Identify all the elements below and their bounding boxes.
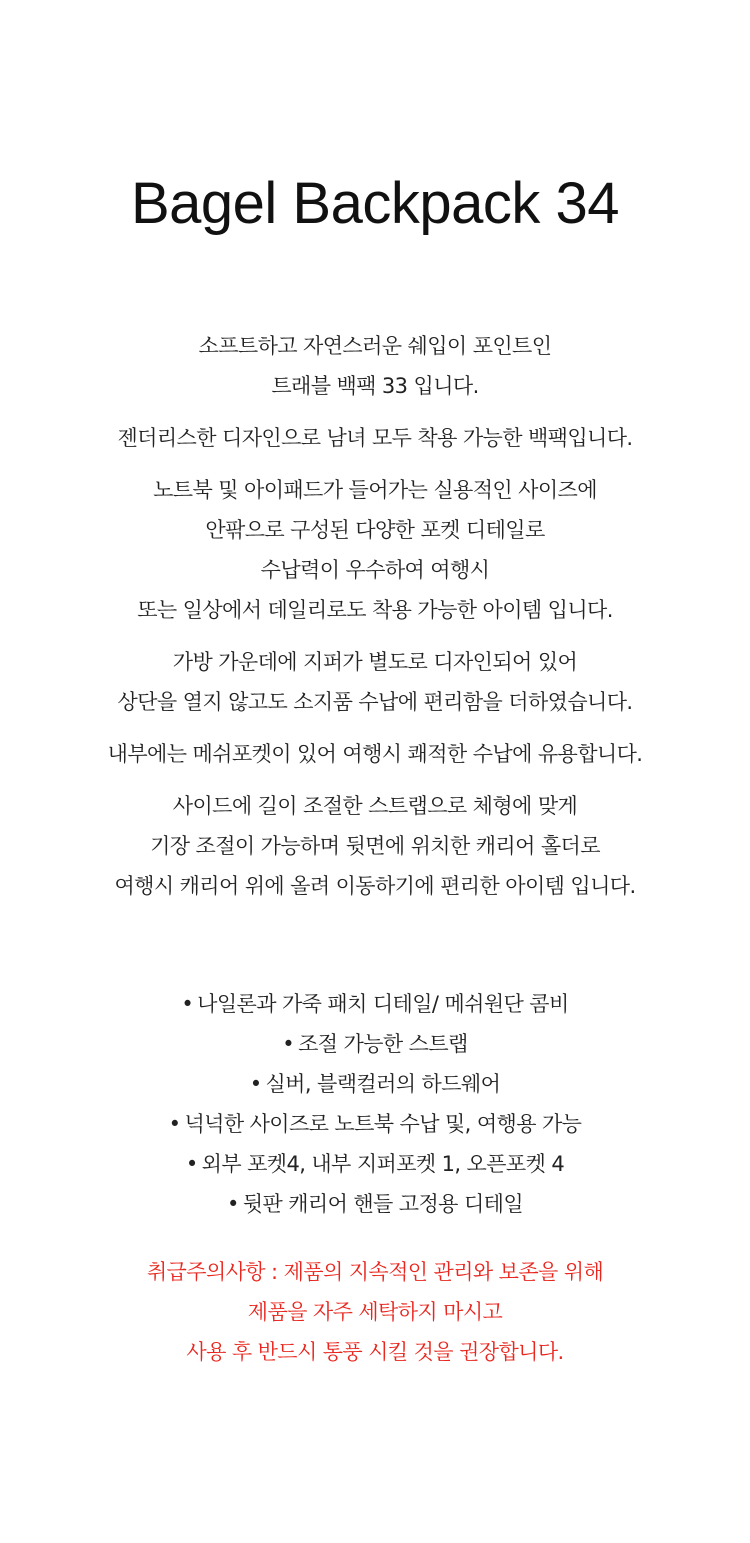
description-line: 노트북 및 아이패드가 들어가는 실용적인 사이즈에 bbox=[153, 478, 597, 502]
bullet-icon: • bbox=[282, 1032, 295, 1056]
bullet-icon: • bbox=[249, 1072, 262, 1096]
feature-item bbox=[0, 1064, 750, 1104]
feature-item bbox=[0, 1024, 750, 1064]
feature-list bbox=[0, 984, 750, 1224]
description-line: 가방 가운데에 지퍼가 별도로 디자인되어 있어 bbox=[172, 650, 578, 674]
description-line: 또는 일상에서 데일리로도 착용 가능한 아이템 입니다. bbox=[137, 598, 613, 622]
feature-text: 외부 포켓4, 내부 지퍼포켓 1, 오픈포켓 4 bbox=[201, 1152, 565, 1176]
description-paragraph bbox=[0, 418, 750, 458]
description-line: 젠더리스한 디자인으로 남녀 모두 착용 가능한 백팩입니다. bbox=[117, 426, 633, 450]
bullet-icon: • bbox=[181, 992, 194, 1016]
feature-item bbox=[0, 1184, 750, 1224]
feature-text: 뒷판 캐리어 핸들 고정용 디테일 bbox=[242, 1192, 523, 1216]
caution-line: 취급주의사항 : 제품의 지속적인 관리와 보존을 위해 bbox=[146, 1260, 604, 1284]
description-line: 소프트하고 자연스러운 쉐입이 포인트인 bbox=[198, 334, 552, 358]
feature-text: 넉넉한 사이즈로 노트북 수납 및, 여행용 가능 bbox=[184, 1112, 582, 1136]
caution-line: 사용 후 반드시 통풍 시킬 것을 권장합니다. bbox=[186, 1340, 564, 1364]
description-paragraph bbox=[0, 734, 750, 774]
description-line: 안팎으로 구성된 다양한 포켓 디테일로 bbox=[205, 518, 545, 542]
description-paragraph bbox=[0, 786, 750, 906]
bullet-icon: • bbox=[226, 1192, 239, 1216]
description-paragraph bbox=[0, 642, 750, 722]
bullet-icon: • bbox=[168, 1112, 181, 1136]
description-paragraph bbox=[0, 326, 750, 406]
product-description bbox=[0, 326, 750, 918]
feature-item bbox=[0, 984, 750, 1024]
description-line: 사이드에 길이 조절한 스트랩으로 체형에 맞게 bbox=[172, 794, 578, 818]
feature-text: 나일론과 가죽 패치 디테일/ 메쉬원단 콤비 bbox=[197, 992, 569, 1016]
feature-text: 조절 가능한 스트랩 bbox=[298, 1032, 468, 1056]
description-line: 수납력이 우수하여 여행시 bbox=[260, 558, 490, 582]
feature-item bbox=[0, 1144, 750, 1184]
feature-text: 실버, 블랙컬러의 하드웨어 bbox=[265, 1072, 501, 1096]
description-line: 기장 조절이 가능하며 뒷면에 위치한 캐리어 홀더로 bbox=[150, 834, 600, 858]
bullet-icon: • bbox=[185, 1152, 198, 1176]
description-line: 트래블 백팩 33 입니다. bbox=[271, 374, 479, 398]
product-title: Bagel Backpack 34 bbox=[130, 171, 620, 236]
description-line: 여행시 캐리어 위에 올려 이동하기에 편리한 아이템 입니다. bbox=[114, 874, 636, 898]
description-line: 상단을 열지 않고도 소지품 수납에 편리함을 더하였습니다. bbox=[117, 690, 633, 714]
description-line: 내부에는 메쉬포켓이 있어 여행시 쾌적한 수납에 유용합니다. bbox=[107, 742, 643, 766]
feature-item bbox=[0, 1104, 750, 1144]
care-caution-notice bbox=[0, 1252, 750, 1372]
description-paragraph bbox=[0, 470, 750, 630]
caution-line: 제품을 자주 세탁하지 마시고 bbox=[247, 1300, 503, 1324]
